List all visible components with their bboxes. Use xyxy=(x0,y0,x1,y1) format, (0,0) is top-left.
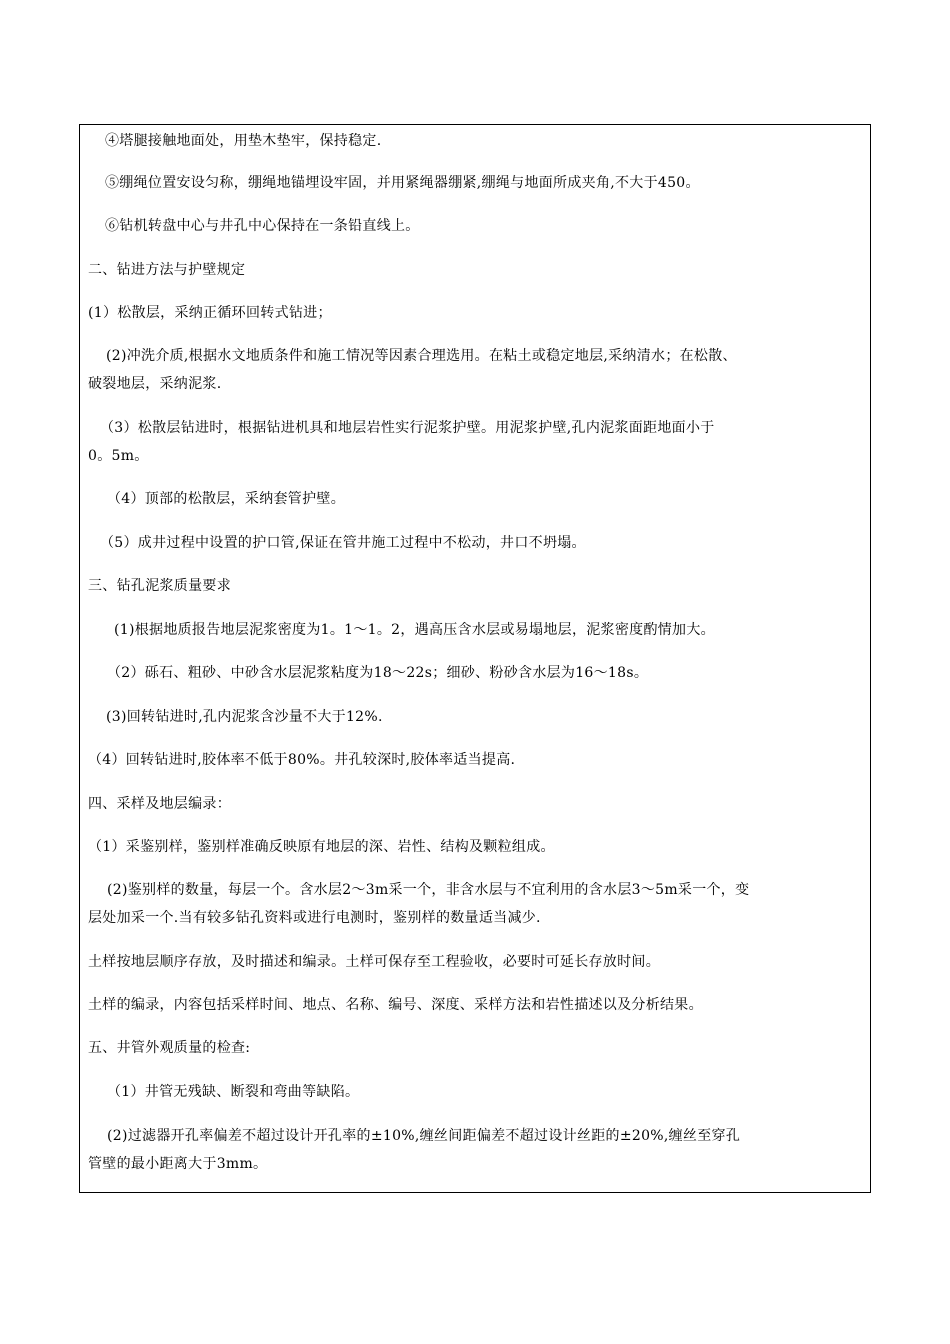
text-line-14: （2）砾石、粗砂、中砂含水层泥浆粘度为18～22s；细砂、粉砂含水层为16～18s。 xyxy=(107,665,649,681)
document-frame xyxy=(79,124,871,1193)
text-line-15: (3)回转钻进时,孔内泥浆含沙量不大于12%. xyxy=(106,709,383,725)
section-heading-5: 五、井管外观质量的检查: xyxy=(88,1040,251,1056)
text-line-1: ④塔腿接触地面处，用垫木垫牢，保持稳定. xyxy=(105,133,382,149)
text-line-5: (1）松散层，采纳正循环回转式钻进； xyxy=(88,305,332,321)
text-line-19: (2)鉴别样的数量，每层一个。含水层2～3m采一个，非含水层与不宜利用的含水层3～5m采一个，变 xyxy=(107,882,750,898)
text-line-11: （5）成井过程中设置的护口管,保证在管井施工过程中不松动，井口不坍塌。 xyxy=(100,535,586,551)
text-line-7: 破裂地层，采纳泥浆. xyxy=(88,376,222,392)
text-line-10: （4）顶部的松散层，采纳套管护壁。 xyxy=(107,491,346,507)
section-heading-3: 三、钻孔泥浆质量要求 xyxy=(88,578,231,594)
text-line-6: (2)冲洗介质,根据水文地质条件和施工情况等因素合理选用。在粘土或稳定地层,采纳清水；在松散、 xyxy=(106,348,737,364)
text-line-3: ⑥钻机转盘中心与井孔中心保持在一条铅直线上。 xyxy=(105,218,420,234)
text-line-8: （3）松散层钻进时，根据钻进机具和地层岩性实行泥浆护壁。用泥浆护壁,孔内泥浆面距地面小于 xyxy=(100,420,715,436)
text-line-16: （4）回转钻进时,胶体率不低于80%。井孔较深时,胶体率适当提高. xyxy=(88,752,516,768)
text-line-21: 土样按地层顺序存放，及时描述和编录。土样可保存至工程验收，必要时可延长存放时间。 xyxy=(88,954,660,970)
text-line-25: (2)过滤器开孔率偏差不超过设计开孔率的±10%,缠丝间距偏差不超过设计丝距的±20%,缠丝至穿孔 xyxy=(107,1128,741,1144)
text-line-22: 土样的编录，内容包括采样时间、地点、名称、编号、深度、采样方法和岩性描述以及分析结果。 xyxy=(88,997,703,1013)
text-line-24: （1）井管无残缺、断裂和弯曲等缺陷。 xyxy=(107,1084,360,1100)
text-line-13: (1)根据地质报告地层泥浆密度为1。1～1。2，遇高压含水层或易塌地层，泥浆密度酌情加大。 xyxy=(114,622,715,638)
text-line-20: 层处加采一个.当有较多钻孔资料或进行电测时，鉴别样的数量适当减少. xyxy=(88,910,541,926)
text-line-2: ⑤绷绳位置安设匀称，绷绳地锚埋设牢固，并用紧绳器绷紧,绷绳与地面所成夹角,不大于450。 xyxy=(105,175,700,191)
text-line-26: 管壁的最小距离大于3mm。 xyxy=(88,1156,268,1172)
section-heading-4: 四、采样及地层编录： xyxy=(88,796,231,812)
section-heading-2: 二、钻进方法与护壁规定 xyxy=(88,262,246,278)
text-line-18: （1）采鉴别样，鉴别样准确反映原有地层的深、岩性、结构及颗粒组成。 xyxy=(88,839,555,855)
text-line-9: 0。5m。 xyxy=(88,448,149,464)
